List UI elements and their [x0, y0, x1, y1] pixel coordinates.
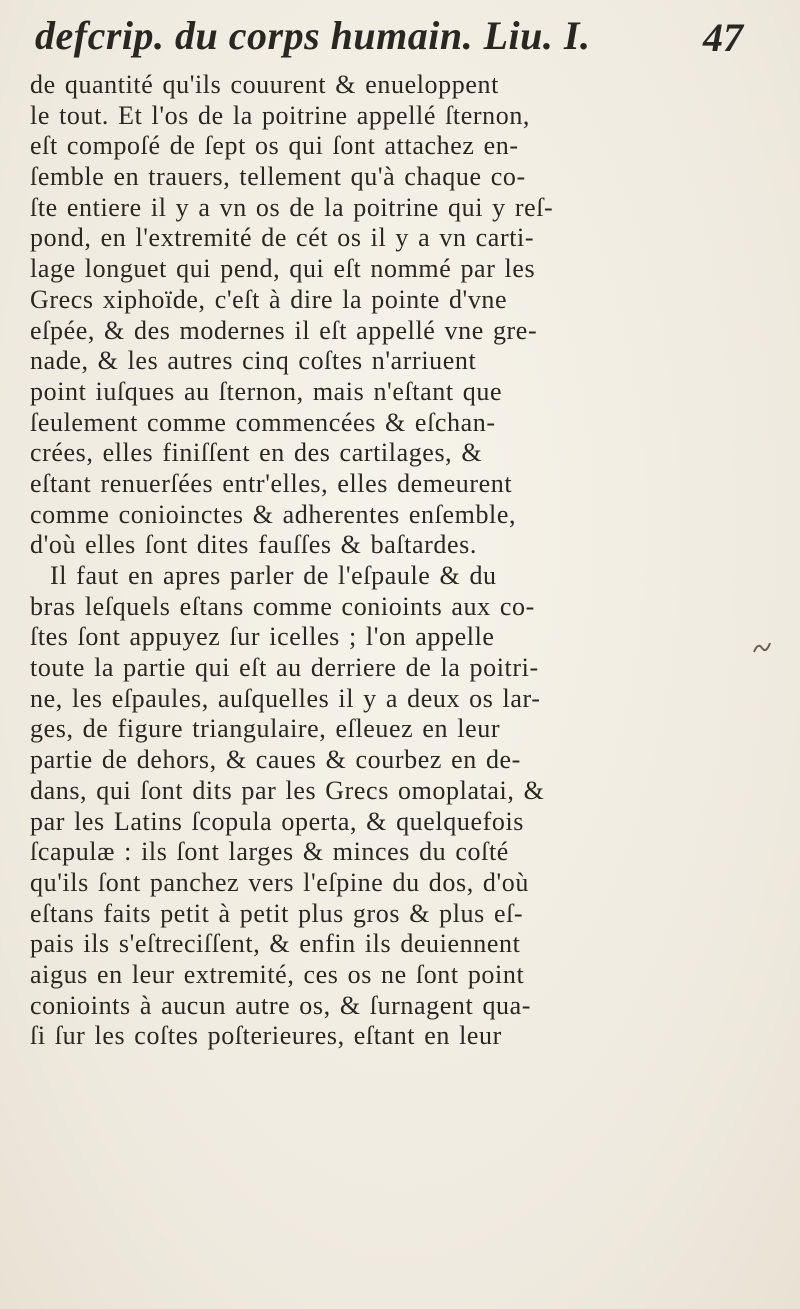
text-line: crées, elles finiſſent en des cartilages, & [30, 438, 483, 468]
margin-ink-mark-icon [752, 640, 772, 654]
running-head [35, 12, 755, 70]
text-line: par les Latins ſcopula operta, & quelquefois [30, 806, 524, 836]
text-line: eſtant renuerſées entr'elles, elles demeurent [30, 468, 513, 498]
text-line: ſeulement comme commencées & eſchan- [30, 407, 496, 437]
text-line: eſt compoſé de ſept os qui ſont attachez en- [30, 131, 519, 161]
text-line: pond, en l'extremité de cét os il y a vn carti- [30, 223, 535, 253]
text-line: ges, de figure triangulaire, eſleuez en leur [30, 714, 501, 744]
running-head-title: defcrip. du corps humain. Liu. I. [35, 13, 591, 58]
text-line: ſte entiere il y a vn os de la poitrine qui y reſ- [30, 192, 554, 222]
text-line: ſcapulæ : ils ſont larges & minces du coſté [30, 837, 509, 867]
text-line: eſtans faits petit à petit plus gros & plus eſ- [30, 898, 524, 928]
text-line: bras leſquels eſtans comme conioints aux co- [30, 591, 535, 621]
text-line: ſi ſur les coſtes poſterieures, eſtant en leur [30, 1021, 502, 1051]
text-line: comme conioinctes & adherentes enſemble, [30, 499, 517, 529]
page-number: 47 [703, 15, 743, 60]
text-line: Grecs xiphoïde, c'eſt à dire la pointe d'vne [30, 284, 508, 314]
text-line: dans, qui ſont dits par les Grecs omoplatai, & [30, 775, 545, 805]
text-line: aigus en leur extremité, ces os ne ſont point [30, 959, 525, 989]
text-line: conioints à aucun autre os, & ſurnagent qua- [30, 990, 532, 1020]
text-line: lage longuet qui pend, qui eſt nommé par les [30, 254, 536, 284]
text-line: pais ils s'eſtreciſſent, & enfin ils deuiennent [30, 929, 521, 959]
text-line: toute la partie qui eſt au derriere de la poitri- [30, 653, 539, 683]
paragraph-first-line: Il faut en apres parler de l'eſpaule & du [50, 561, 497, 590]
text-line: de quantité qu'ils couurent & enueloppent [30, 70, 499, 99]
text-line: d'où elles ſont dites fauſſes & baſtardes. [30, 530, 477, 560]
text-line: ſtes ſont appuyez ſur icelles ; l'on appelle [30, 622, 495, 652]
body-text [30, 70, 770, 1052]
text-line: point iuſques au ſternon, mais n'eſtant que [30, 376, 503, 406]
text-line: ne, les eſpaules, auſquelles il y a deux os lar- [30, 683, 541, 713]
text-line: ſemble en trauers, tellement qu'à chaque co- [30, 162, 526, 192]
text-line: eſpée, & des modernes il eſt appellé vne gre- [30, 315, 538, 345]
text-line: qu'ils ſont panchez vers l'eſpine du dos, d'où [30, 867, 530, 897]
text-line: le tout. Et l'os de la poitrine appellé ſternon, [30, 100, 531, 130]
text-line: nade, & les autres cinq coſtes n'arriuent [30, 346, 477, 376]
text-line: partie de dehors, & caues & courbez en de- [30, 745, 521, 775]
